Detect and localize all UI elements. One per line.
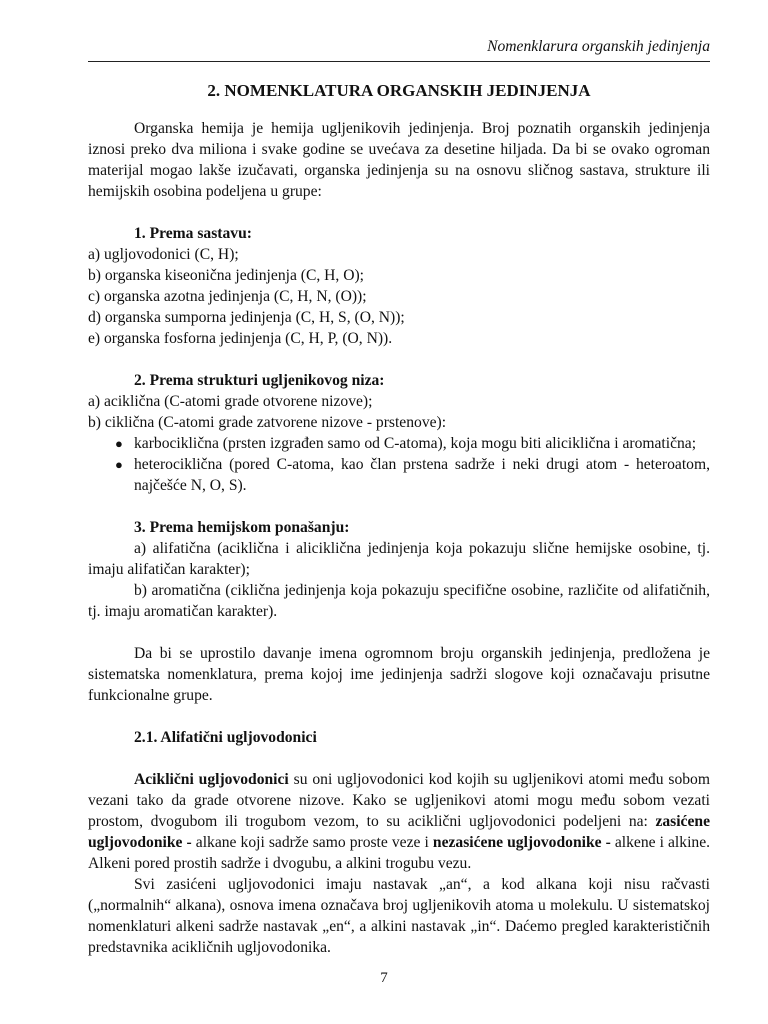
list-item: a) aciklična (C-atomi grade otvorene nizove);: [88, 393, 373, 410]
suffix-paragraph: Svi zasićeni ugljovodonici imaju nastavak „an“, a kod alkana koji nisu račvasti („normalnih“ alkana), osnova imena označava broj ugljenikovih atoma u molekulu. U sistematskoj nomenklaturi alkeni sadrže nastavak „en“, a alkini nastavak „in“. Daćemo pregled karakterističnih predstavnika acikličnih ugljovodonika.: [88, 876, 710, 956]
page-number: 7: [380, 970, 388, 986]
bullet-list: [88, 433, 710, 496]
list-item: d) organska sumporna jedinjenja (C, H, S, (O, N));: [88, 309, 405, 326]
term-nezasicene: nezasićene ugljovodonike -: [432, 834, 611, 851]
group3-item-a: a) alifatična (aciklična i aliciklična jedinjenja koja pokazuju slične hemijske osobine, tj. imaju alifatičan karakter);: [88, 540, 710, 578]
list-item: b) ciklična (C-atomi grade zatvorene nizove - prstenove):: [88, 414, 447, 431]
term-zasicene: zasićene ugljovodonike -: [88, 813, 710, 851]
term-aciklicni: Aciklični ugljovodonici: [134, 771, 289, 788]
list-item: c) organska azotna jedinjenja (C, H, N, (O));: [88, 288, 367, 305]
section-title: 2.1. Alifatični ugljovodonici: [134, 729, 317, 746]
list-item: b) organska kiseonična jedinjenja (C, H, O);: [88, 267, 364, 284]
bullet-item: [88, 433, 710, 454]
acyclic-paragraph: [88, 769, 710, 874]
group1-heading: 1. Prema sastavu:: [134, 225, 252, 242]
paragraph-text: alkane koji sadrže samo proste veze i: [191, 834, 433, 851]
list-item: a) ugljovodonici (C, H);: [88, 246, 239, 263]
group3-heading: 3. Prema hemijskom ponašanju:: [134, 519, 350, 536]
nomenclature-paragraph: Da bi se uprostilo davanje imena ogromnom broju organskih jedinjenja, predložena je sistematska nomenklatura, prema kojoj ime jedinjenja sadrži slogove koji označavaju prisutne funkcionalne grupe.: [88, 645, 710, 704]
chapter-title: 2. NOMENKLATURA ORGANSKIH JEDINJENJA: [207, 81, 591, 100]
bullet-icon: ●: [115, 436, 123, 451]
bullet-text: heterociklična (pored C-atoma, kao član prstena sadrže i neki drugi atom - heteroatom, najčešće N, O, S).: [134, 456, 710, 494]
bullet-icon: ●: [115, 457, 123, 472]
running-header: Nomenklarura organskih jedinjenja: [88, 36, 710, 62]
list-item: e) organska fosforna jedinjenja (C, H, P, (O, N)).: [88, 330, 393, 347]
intro-paragraph: Organska hemija je hemija ugljenikovih jedinjenja. Broj poznatih organskih jedinjenja iznosi preko dva miliona i svake godine se uvećava za desetine hiljada. Da bi se ovako ogroman materijal mogao lakše izučavati, organska jedinjenja su na osnovu sličnog sastava, strukture ili hemijskih osobina podeljena u grupe:: [88, 120, 710, 200]
group1-list: [88, 244, 710, 349]
group2-heading: 2. Prema strukturi ugljenikovog niza:: [134, 372, 385, 389]
paragraph-text: su oni ugljovodonici kod kojih su ugljenikovi atomi među sobom vezani tako da grade otvorene nizove. Kako se ugljenikovi atomi mogu među sobom vezati prostom, dvogubom ili trogubom vezom, to su aciklični ugljovodonici podeljeni na:: [88, 771, 710, 830]
bullet-text: karbociklična (prsten izgrađen samo od C-atoma), koja mogu biti aliciklična i aromatična;: [134, 435, 697, 452]
group3-item-b: b) aromatična (ciklična jedinjenja koja pokazuju specifične osobine, različite od alifatičnih, tj. imaju aromatičan karakter).: [88, 582, 710, 620]
paragraph-text: alkene i alkine. Alkeni pored prostih sadrže i dvogubu, a alkini trogubu vezu.: [88, 834, 711, 872]
bullet-item: [88, 454, 710, 496]
page-content: [88, 80, 710, 958]
